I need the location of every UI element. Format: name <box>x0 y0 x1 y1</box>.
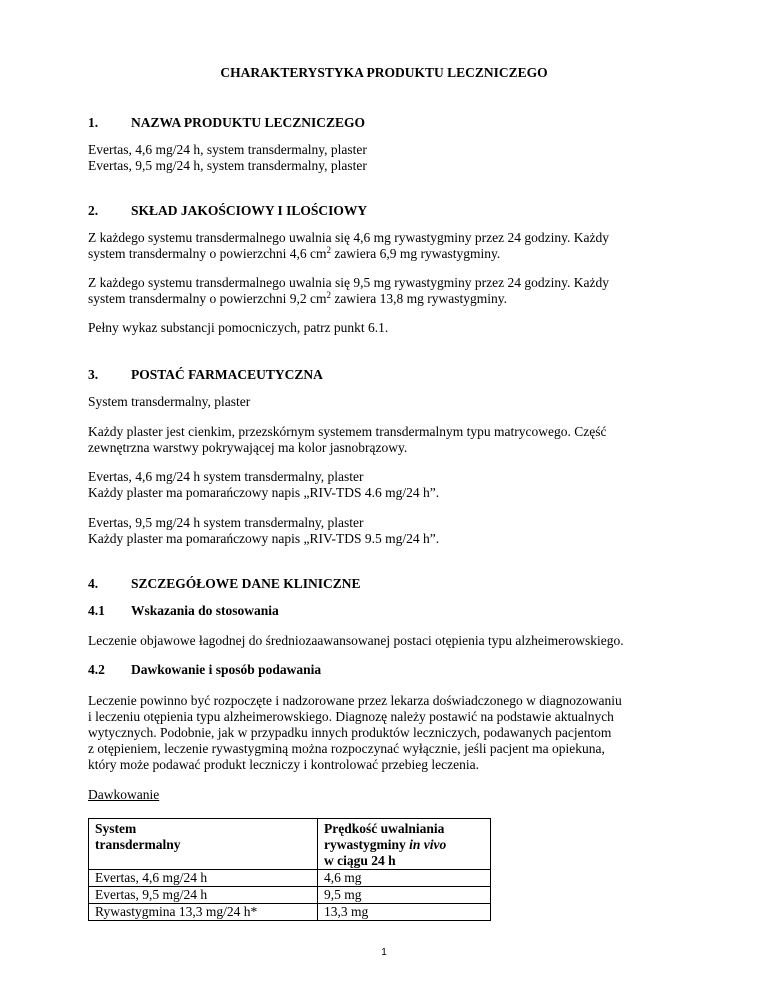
variant-9-5-imprint: Każdy plaster ma pomarańczowy napis „RIV-TDS 9.5 mg/24 h”. <box>88 531 440 546</box>
composition-para-2-line-1: Z każdego systemu transdermalnego uwalnia się 9,5 mg rywastygminy przez 24 godziny. Każdy <box>88 275 609 290</box>
section-1-heading: NAZWA PRODUKTU LECZNICZEGO <box>131 115 366 130</box>
section-4-number: 4. <box>88 576 99 591</box>
subsection-4-2-heading: Dawkowanie i sposób podawania <box>131 662 322 677</box>
dosage-form: System transdermalny, plaster <box>88 394 251 409</box>
dosing-table-header-system <box>89 819 318 870</box>
table-cell-rate: 13,3 mg <box>318 904 491 921</box>
posology-line-2: i leczeniu otępienia typu alzheimerowskiego. Diagnozę należy postawić na podstawie aktualnych <box>88 709 614 724</box>
table-cell-rate: 4,6 mg <box>318 870 491 887</box>
product-name-line-2: Evertas, 9,5 mg/24 h, system transdermalny, plaster <box>88 158 367 173</box>
header-rate-line-2: rywastygminy in vivo <box>324 837 447 852</box>
header-system-line-1: System <box>95 821 137 836</box>
composition-para-1-line-1: Z każdego systemu transdermalnego uwalnia się 4,6 mg rywastygminy przez 24 godziny. Każdy <box>88 230 609 245</box>
table-cell-system: Evertas, 9,5 mg/24 h <box>89 887 318 904</box>
subsection-4-1-heading: Wskazania do stosowania <box>131 603 279 618</box>
table-row <box>89 887 491 904</box>
composition-para-2-line-2: system transdermalny o powierzchni 9,2 $cm^2$ zawiera 13,8 mg rywastygminy. <box>88 290 508 306</box>
section-4-heading: SZCZEGÓŁOWE DANE KLINICZNE <box>131 576 361 591</box>
posology-line-3: wytycznych. Podobnie, jak w przypadku innych produktów leczniczych, podawanych pacjentom <box>88 725 612 740</box>
indications-text: Leczenie objawowe łagodnej do średniozaawansowanej postaci otępienia typu alzheimerowskiego. <box>88 633 624 648</box>
table-row <box>89 904 491 921</box>
excipients-reference: Pełny wykaz substancji pomocniczych, patrz punkt 6.1. <box>88 320 389 335</box>
document-title: CHARAKTERYSTYKA PRODUKTU LECZNICZEGO <box>220 65 548 80</box>
header-rate-line-3: w ciągu 24 h <box>324 853 396 868</box>
section-3-number: 3. <box>88 367 99 382</box>
table-cell-system: Rywastygmina 13,3 mg/24 h* <box>89 904 318 921</box>
variant-4-6-name: Evertas, 4,6 mg/24 h system transdermalny, plaster <box>88 469 364 484</box>
dosing-table-header-row <box>89 819 491 870</box>
posology-line-4: z otępieniem, leczenie rywastygminą można rozpoczynać wyłącznie, jeśli pacjent ma opiekuna, <box>88 741 605 756</box>
header-rate-line-1: Prędkość uwalniania <box>324 821 445 836</box>
dosing-table-header-rate <box>318 819 491 870</box>
dosing-table <box>88 818 491 921</box>
product-name-line-1: Evertas, 4,6 mg/24 h, system transdermalny, plaster <box>88 142 367 157</box>
header-system-line-2: transdermalny <box>95 837 181 852</box>
table-cell-system: Evertas, 4,6 mg/24 h <box>89 870 318 887</box>
subsection-4-1-number: 4.1 <box>88 603 105 618</box>
form-description-line-2: zewnętrzna warstwy pokrywającej ma kolor jasnobrązowy. <box>88 440 408 455</box>
form-description-line-1: Każdy plaster jest cienkim, przezskórnym systemem transdermalnym typu matrycowego. Część <box>88 424 607 439</box>
section-2-number: 2. <box>88 203 99 218</box>
composition-para-1-line-2: system transdermalny o powierzchni 4,6 $cm^2$ zawiera 6,9 mg rywastygminy. <box>88 245 501 261</box>
posology-line-5: który może podawać produkt leczniczy i kontrolować przebieg leczenia. <box>88 757 479 772</box>
section-2-heading: SKŁAD JAKOŚCIOWY I ILOŚCIOWY <box>131 203 368 218</box>
section-3-heading: POSTAĆ FARMACEUTYCZNA <box>131 367 323 382</box>
table-row <box>89 870 491 887</box>
subsection-4-2-number: 4.2 <box>88 662 105 677</box>
page-number: 1 <box>381 947 387 958</box>
posology-line-1: Leczenie powinno być rozpoczęte i nadzorowane przez lekarza doświadczonego w diagnozowaniu <box>88 693 622 708</box>
dosing-heading: Dawkowanie <box>88 787 160 802</box>
table-cell-rate: 9,5 mg <box>318 887 491 904</box>
variant-9-5-name: Evertas, 9,5 mg/24 h system transdermalny, plaster <box>88 515 364 530</box>
variant-4-6-imprint: Każdy plaster ma pomarańczowy napis „RIV-TDS 4.6 mg/24 h”. <box>88 485 440 500</box>
section-1-number: 1. <box>88 115 99 130</box>
